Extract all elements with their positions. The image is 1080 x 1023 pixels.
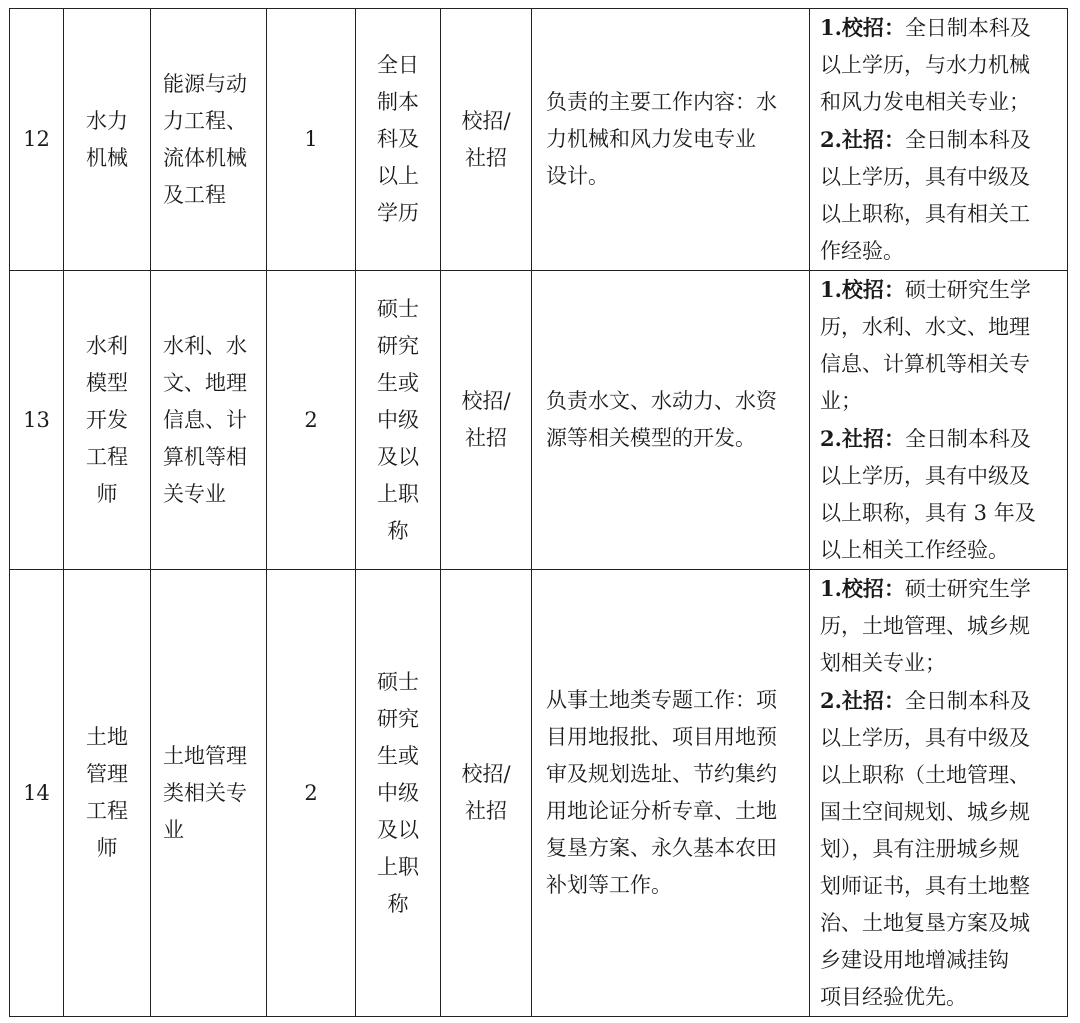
requirement-line	[820, 196, 1061, 233]
requirement-text: 国土空间规划、城乡规	[820, 800, 1030, 824]
requirement-text: 以上职称，具有 3 年及	[820, 501, 1036, 525]
requirement-line	[820, 794, 1061, 831]
requirements-cell	[810, 271, 1068, 570]
requirement-text: 划），具有注册城乡规	[820, 837, 1020, 861]
education-cell-line: 硕士	[377, 296, 419, 321]
requirement-separator: ：	[883, 277, 905, 302]
position-name	[64, 271, 151, 570]
recruit-type-cell-line: 社招	[465, 426, 507, 450]
duty-cell-line: 设计。	[546, 164, 609, 188]
headcount: 1	[267, 9, 356, 271]
requirements-cell	[810, 570, 1068, 1017]
requirement-text: 信息、计算机等相关专	[820, 352, 1030, 376]
duty-cell-line: 审及规划选址、节约集约	[546, 762, 777, 786]
education-cell-line: 研究	[377, 333, 419, 358]
duty-cell-line: 负责水文、水动力、水资	[546, 389, 777, 413]
recruit-type-cell	[441, 271, 532, 570]
duty-cell-line: 负责的主要工作内容：水	[546, 90, 777, 114]
major-cell-line: 土地管理	[163, 743, 247, 768]
education-cell	[356, 570, 441, 1017]
requirement-label: 1.校招	[820, 15, 884, 40]
requirement-line	[820, 271, 1061, 309]
position-name-line: 工程	[86, 444, 128, 469]
education-cell-line: 硕士	[377, 669, 419, 694]
requirement-text: 以上学历，具有中级及	[820, 165, 1030, 189]
education-cell	[356, 9, 441, 271]
major-cell	[151, 9, 267, 271]
requirement-text: 硕士研究生学	[904, 577, 1031, 601]
duty-cell-line: 补划等工作。	[546, 873, 672, 897]
requirement-text: 作经验。	[820, 239, 904, 263]
table-body	[10, 9, 1068, 1017]
education-cell-line: 上职	[377, 481, 419, 506]
requirement-separator: ：	[883, 688, 905, 713]
education-cell-line: 中级	[377, 407, 419, 432]
table-row	[10, 271, 1068, 570]
major-cell-line: 水利、水	[163, 333, 247, 358]
requirement-line	[820, 905, 1061, 942]
position-name-line: 模型	[86, 370, 128, 395]
education-cell	[356, 271, 441, 570]
recruit-type-cell	[441, 9, 532, 271]
major-cell-line: 流体机械	[163, 145, 247, 170]
position-name-line: 师	[96, 481, 118, 506]
education-cell-line: 制本	[377, 90, 419, 114]
position-name-line: 土地	[86, 725, 128, 749]
education-cell-line: 中级	[377, 780, 419, 805]
requirement-line	[820, 458, 1061, 495]
requirement-text: 历，水利、水文、地理	[820, 315, 1030, 339]
requirement-text: 全日制本科及	[904, 16, 1031, 40]
requirement-line	[820, 979, 1061, 1016]
duty-cell-line: 目用地报批、项目用地预	[546, 725, 777, 749]
requirements-cell	[810, 9, 1068, 271]
education-cell-line: 以上	[377, 164, 419, 188]
headcount: 2	[267, 271, 356, 570]
requirement-line	[820, 682, 1061, 720]
major-cell	[151, 570, 267, 1017]
education-cell-line: 称	[387, 518, 409, 543]
recruit-type-cell-line: 校招/	[461, 762, 511, 786]
row-number: 12	[10, 9, 64, 271]
education-cell-line: 全日	[377, 53, 419, 77]
requirement-line	[820, 420, 1061, 458]
requirement-line	[820, 645, 1061, 682]
recruitment-table	[9, 8, 1068, 1017]
requirement-line	[820, 9, 1061, 47]
requirement-label: 1.校招	[820, 576, 884, 601]
major-cell-line: 业	[163, 817, 184, 842]
requirement-line	[820, 942, 1061, 979]
requirement-line	[820, 47, 1061, 84]
education-cell-line: 称	[387, 891, 409, 916]
requirement-text: 以上学历，与水力机械	[820, 53, 1030, 77]
requirement-line	[820, 868, 1061, 905]
major-cell-line: 关专业	[163, 481, 226, 506]
requirement-text: 全日制本科及	[904, 427, 1031, 451]
row-number: 14	[10, 570, 64, 1017]
duty-cell	[532, 9, 810, 271]
table-row	[10, 570, 1068, 1017]
major-cell-line: 算机等相	[163, 444, 247, 469]
recruit-type-cell	[441, 570, 532, 1017]
requirement-text: 项目经验优先。	[820, 985, 967, 1009]
duty-cell	[532, 271, 810, 570]
requirement-line	[820, 831, 1061, 868]
position-name-line: 管理	[86, 762, 128, 786]
requirement-text: 划相关专业；	[820, 651, 946, 675]
requirement-label: 1.校招	[820, 277, 884, 302]
requirement-text: 历，土地管理、城乡规	[820, 614, 1030, 638]
education-cell-line: 及以	[377, 444, 419, 469]
requirement-text: 以上职称，具有相关工	[820, 202, 1030, 226]
requirement-line	[820, 233, 1061, 270]
major-cell-line: 及工程	[163, 182, 226, 207]
requirement-separator: ：	[883, 127, 905, 152]
requirement-line	[820, 757, 1061, 794]
duty-cell-line: 从事土地类专题工作：项	[546, 688, 777, 712]
education-cell-line: 学历	[377, 201, 419, 225]
requirement-line	[820, 346, 1061, 383]
requirement-line	[820, 84, 1061, 121]
requirement-line	[820, 159, 1061, 196]
duty-cell-line: 用地论证分析专章、土地	[546, 799, 777, 823]
requirement-text: 以上学历，具有中级及	[820, 726, 1030, 750]
duty-cell-line: 力机械和风力发电专业	[546, 127, 756, 151]
position-name-line: 机械	[86, 145, 128, 170]
position-name-line: 水利	[86, 333, 128, 358]
requirement-line	[820, 383, 1061, 420]
duty-cell-line: 复垦方案、永久基本农田	[546, 836, 777, 860]
requirement-line	[820, 532, 1061, 569]
position-name-line: 师	[96, 836, 118, 860]
education-cell-line: 生或	[377, 370, 419, 395]
major-cell	[151, 271, 267, 570]
requirement-text: 划师证书，具有土地整	[820, 874, 1030, 898]
position-name	[64, 570, 151, 1017]
duty-cell-line: 源等相关模型的开发。	[546, 426, 756, 450]
requirement-text: 治、土地复垦方案及城	[820, 911, 1030, 935]
recruit-type-cell-line: 社招	[465, 799, 507, 823]
position-name-line: 工程	[86, 799, 128, 823]
education-cell-line: 及以	[377, 817, 419, 842]
requirement-line	[820, 121, 1061, 159]
requirement-line	[820, 495, 1061, 532]
position-name-line: 水力	[86, 108, 128, 133]
requirement-text: 以上职称（土地管理、	[820, 763, 1030, 787]
recruit-type-cell-line: 社招	[465, 145, 507, 170]
requirement-text: 以上学历，具有中级及	[820, 464, 1030, 488]
requirement-text: 全日制本科及	[904, 689, 1031, 713]
requirement-label: 2.社招	[820, 127, 884, 152]
requirement-text: 以上相关工作经验。	[820, 538, 1009, 562]
requirement-label: 2.社招	[820, 426, 884, 451]
education-cell-line: 科及	[377, 127, 419, 151]
major-cell-line: 力工程、	[163, 108, 247, 133]
requirement-label: 2.社招	[820, 688, 884, 713]
requirement-separator: ：	[883, 576, 905, 601]
education-cell-line: 研究	[377, 706, 419, 731]
position-name	[64, 9, 151, 271]
major-cell-line: 类相关专	[163, 780, 247, 805]
education-cell-line: 上职	[377, 854, 419, 879]
requirement-line	[820, 608, 1061, 645]
duty-cell	[532, 570, 810, 1017]
major-cell-line: 能源与动	[163, 71, 247, 96]
headcount: 2	[267, 570, 356, 1017]
requirement-line	[820, 720, 1061, 757]
recruit-type-cell-line: 校招/	[461, 108, 511, 133]
major-cell-line: 信息、计	[163, 407, 247, 432]
education-cell-line: 生或	[377, 743, 419, 768]
requirement-text: 硕士研究生学	[904, 278, 1031, 302]
requirement-line	[820, 309, 1061, 346]
requirement-line	[820, 570, 1061, 608]
requirement-separator: ：	[883, 15, 905, 40]
requirement-text: 和风力发电相关专业；	[820, 90, 1030, 114]
recruit-type-cell-line: 校招/	[461, 389, 511, 413]
requirement-separator: ：	[883, 426, 905, 451]
table-row	[10, 9, 1068, 271]
position-name-line: 开发	[86, 407, 128, 432]
requirement-text: 乡建设用地增减挂钩	[820, 948, 1009, 972]
major-cell-line: 文、地理	[163, 370, 247, 395]
requirement-text: 全日制本科及	[904, 128, 1031, 152]
row-number: 13	[10, 271, 64, 570]
requirement-text: 业；	[820, 389, 862, 413]
